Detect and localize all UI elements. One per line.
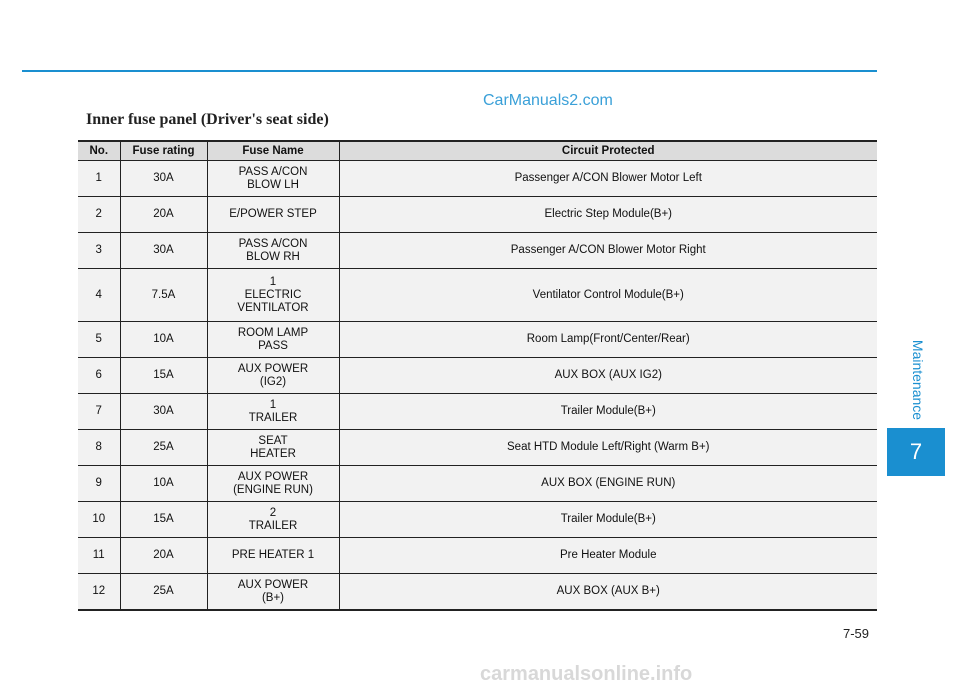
watermark-top: CarManuals2.com — [483, 92, 613, 109]
fuse-name-line: SEAT — [258, 434, 288, 447]
fuse-name-line: HEATER — [250, 447, 296, 460]
cell-fuse-rating: 25A — [120, 430, 207, 466]
cell-fuse-rating: 30A — [120, 233, 207, 269]
fuse-name-line: AUX POWER — [237, 578, 309, 591]
fuse-table-body — [78, 161, 877, 611]
cell-fuse-name — [207, 394, 339, 430]
page-number: 7-59 — [843, 626, 870, 641]
cell-no: 11 — [78, 538, 120, 574]
cell-circuit-protected: Room Lamp(Front/Center/Rear) — [339, 322, 877, 358]
cell-fuse-rating: 7.5A — [120, 269, 207, 322]
table-row — [78, 502, 877, 538]
fuse-name-line: BLOW RH — [246, 250, 300, 263]
table-row — [78, 233, 877, 269]
table-row — [78, 466, 877, 502]
cell-fuse-rating: 30A — [120, 394, 207, 430]
cell-fuse-name — [207, 538, 339, 574]
top-rule — [22, 70, 877, 72]
cell-circuit-protected: Passenger A/CON Blower Motor Left — [339, 161, 877, 197]
cell-fuse-rating: 30A — [120, 161, 207, 197]
header-no: No. — [78, 141, 120, 161]
table-row — [78, 574, 877, 611]
cell-fuse-name — [207, 502, 339, 538]
fuse-name-line: PRE HEATER 1 — [231, 549, 315, 561]
table-row — [78, 269, 877, 322]
fuse-name-line: (B+) — [261, 591, 285, 604]
chapter-number: 7 — [909, 439, 923, 464]
fuse-name-line: PASS — [258, 339, 288, 352]
cell-fuse-rating: 20A — [120, 197, 207, 233]
section-title: Inner fuse panel (Driver's seat side) — [86, 111, 329, 128]
header-fuse-rating: Fuse rating — [120, 141, 207, 161]
cell-fuse-name — [207, 358, 339, 394]
cell-fuse-name — [207, 233, 339, 269]
cell-fuse-rating: 25A — [120, 574, 207, 611]
fuse-name-line: TRAILER — [248, 411, 298, 424]
cell-fuse-rating: 15A — [120, 358, 207, 394]
cell-no: 7 — [78, 394, 120, 430]
cell-circuit-protected: AUX BOX (ENGINE RUN) — [339, 466, 877, 502]
cell-circuit-protected: AUX BOX (AUX IG2) — [339, 358, 877, 394]
fuse-name-line: VENTILATOR — [237, 301, 309, 314]
fuse-name-line: (IG2) — [259, 375, 287, 388]
fuse-name-line: 1 — [269, 275, 277, 288]
cell-fuse-rating: 10A — [120, 466, 207, 502]
cell-circuit-protected: Ventilator Control Module(B+) — [339, 269, 877, 322]
table-row — [78, 394, 877, 430]
fuse-name-line: BLOW LH — [247, 178, 299, 191]
cell-no: 12 — [78, 574, 120, 611]
cell-no: 1 — [78, 161, 120, 197]
fuse-name-line: PASS A/CON — [238, 237, 308, 250]
cell-fuse-name — [207, 574, 339, 611]
table-row — [78, 430, 877, 466]
cell-no: 3 — [78, 233, 120, 269]
header-fuse-name: Fuse Name — [207, 141, 339, 161]
cell-fuse-rating: 10A — [120, 322, 207, 358]
cell-circuit-protected: Electric Step Module(B+) — [339, 197, 877, 233]
cell-no: 5 — [78, 322, 120, 358]
cell-circuit-protected: Pre Heater Module — [339, 538, 877, 574]
chapter-tab — [887, 428, 945, 476]
table-header-row — [78, 141, 877, 161]
cell-fuse-name — [207, 269, 339, 322]
fuse-name-line: E/POWER STEP — [229, 208, 317, 220]
watermark-bottom: carmanualsonline.info — [480, 663, 693, 685]
fuse-name-line: 1 — [269, 398, 277, 411]
fuse-name-line: TRAILER — [248, 519, 298, 532]
cell-fuse-rating: 20A — [120, 538, 207, 574]
cell-circuit-protected: Seat HTD Module Left/Right (Warm B+) — [339, 430, 877, 466]
fuse-name-line: PASS A/CON — [238, 165, 308, 178]
cell-circuit-protected: Trailer Module(B+) — [339, 502, 877, 538]
cell-no: 2 — [78, 197, 120, 233]
cell-fuse-name — [207, 197, 339, 233]
cell-no: 4 — [78, 269, 120, 322]
cell-no: 9 — [78, 466, 120, 502]
cell-circuit-protected: Passenger A/CON Blower Motor Right — [339, 233, 877, 269]
table-row — [78, 358, 877, 394]
fuse-table — [78, 140, 877, 611]
table-row — [78, 161, 877, 197]
table-row — [78, 197, 877, 233]
cell-no: 6 — [78, 358, 120, 394]
chapter-label-text: Maintenance — [910, 339, 927, 421]
fuse-name-line: ROOM LAMP — [237, 326, 309, 339]
cell-fuse-name — [207, 430, 339, 466]
cell-fuse-rating: 15A — [120, 502, 207, 538]
fuse-name-line: ELECTRIC — [244, 288, 302, 301]
header-circuit-protected: Circuit Protected — [339, 141, 877, 161]
fuse-name-line: AUX POWER — [237, 470, 309, 483]
cell-fuse-name — [207, 322, 339, 358]
cell-circuit-protected: AUX BOX (AUX B+) — [339, 574, 877, 611]
cell-circuit-protected: Trailer Module(B+) — [339, 394, 877, 430]
cell-no: 10 — [78, 502, 120, 538]
table-row — [78, 538, 877, 574]
fuse-name-line: 2 — [269, 506, 277, 519]
fuse-name-line: (ENGINE RUN) — [233, 483, 313, 496]
cell-no: 8 — [78, 430, 120, 466]
fuse-name-line: AUX POWER — [237, 362, 309, 375]
cell-fuse-name — [207, 161, 339, 197]
chapter-label — [894, 330, 942, 430]
table-row — [78, 322, 877, 358]
cell-fuse-name — [207, 466, 339, 502]
